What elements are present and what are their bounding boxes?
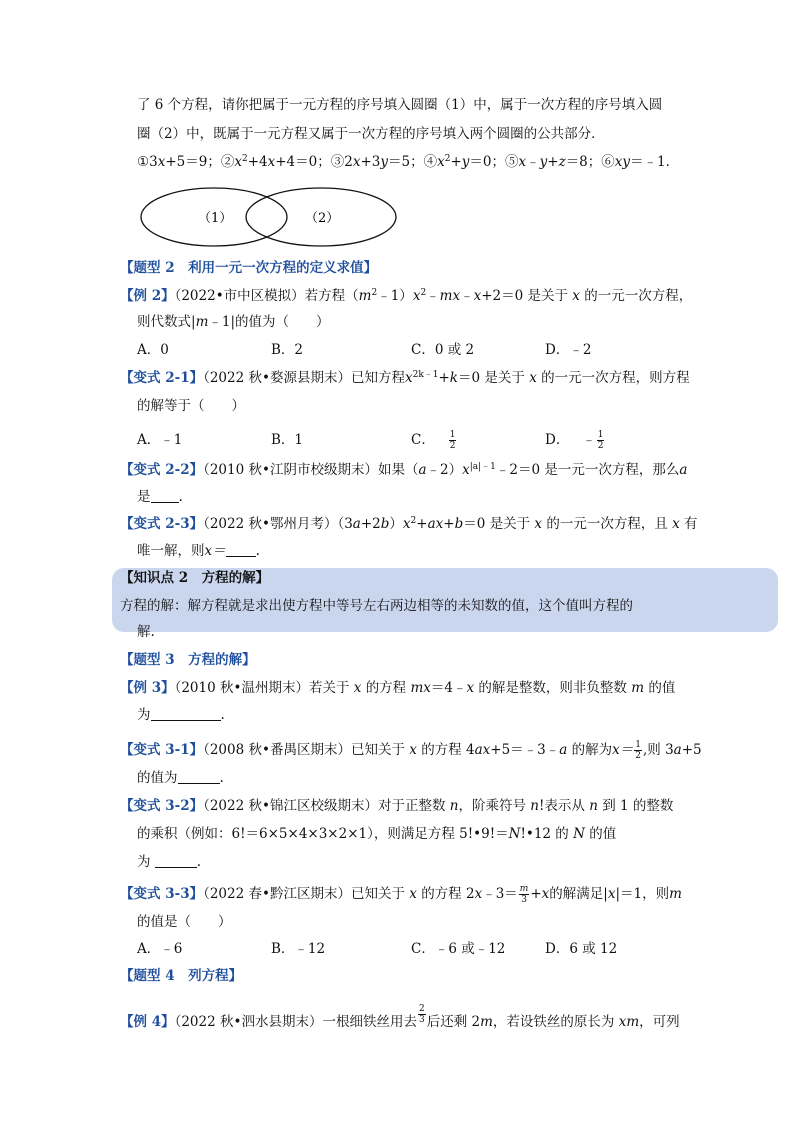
knowledge2-text-1: 方程的解：解方程就是求出使方程中等号左右两边相等的未知数的值，这个值叫方程的 bbox=[120, 598, 633, 614]
option-d: D． ﹣ $\frac{1}{2}$ bbox=[545, 430, 604, 451]
example3-line-1: 【例 3】（2010 秋•温州期末）若关于 x 的方程 mx＝4﹣x 的解是整数，则非负整数 m 的值 bbox=[120, 680, 676, 696]
variant3-2-line-1: 【变式 3-2】（2022 秋•锦江区校级期末）对于正整数 n，阶乘符号 n!表示从 n 到 1 的整数 bbox=[120, 798, 674, 814]
variant3-3-line-1: 【变式 3-3】（2022 春•黔江区期末）已知关于 x 的方程 2x﹣3＝ $\frac{m}{3}$ +x的解满足|x|＝1，则m bbox=[120, 884, 682, 905]
option-c: C． $\frac{1}{2}$ bbox=[411, 430, 456, 451]
intro-line-1: 了 6 个方程，请你把属于一元方程的序号填入圆圈（1）中，属于一次方程的序号填入圆 bbox=[137, 97, 663, 113]
option-b: B．2 bbox=[271, 342, 304, 358]
fraction-two-thirds: $\frac{2}{3}$ bbox=[418, 1004, 425, 1025]
option-d: D．﹣2 bbox=[545, 342, 592, 358]
option-b: B．1 bbox=[271, 432, 304, 448]
example3-line-2: 为 . bbox=[137, 707, 225, 723]
fraction-m-over-3: $\frac{m}{3}$ bbox=[519, 884, 529, 905]
fraction-half: $\frac{1}{2}$ bbox=[597, 430, 604, 451]
venn-label-2: （2） bbox=[305, 211, 340, 226]
option-a: A．0 bbox=[137, 342, 169, 358]
variant2-1-line-2: 的解等于（ ） bbox=[137, 398, 245, 414]
option-b: B．﹣12 bbox=[271, 941, 326, 957]
variant3-2-line-2: 的乘积（例如：6!＝6×5×4×3×2×1），则满足方程 5!•9!＝N!•12 的 N 的值 bbox=[137, 826, 617, 842]
example2-line-1: 【例 2】（2022•市中区模拟）若方程$(m^2﹣1)x^2﹣mx﹣x+2=0$ 是关于 x 的一元一次方程， bbox=[120, 288, 693, 304]
variant3-3-options bbox=[137, 939, 697, 959]
example2-options bbox=[137, 340, 697, 360]
answer-blank[interactable] bbox=[151, 488, 179, 503]
answer-blank[interactable] bbox=[178, 769, 220, 784]
variant3-1-line-1: 【变式 3-1】（2008 秋•番禺区期末）已知关于 x 的方程 4ax+5＝﹣3﹣a 的解为x＝ $\frac{1}{2}$ ,则 3a+5 bbox=[120, 740, 702, 761]
variant2-2-line-1: 【变式 2-2】（2010 秋•江阴市校级期末）如果$(a﹣2)x^{|a|﹣1}﹣2=0$ 是一元一次方程，那么a bbox=[120, 462, 688, 478]
answer-blank[interactable] bbox=[151, 706, 221, 721]
type2-heading: 【题型 2 利用一元一次方程的定义求值】 bbox=[120, 260, 378, 276]
venn-label-1: （1） bbox=[198, 211, 233, 226]
variant2-2-line-2: 是 . bbox=[137, 489, 183, 505]
variant2-1-line-1: 【变式 2-1】（2022 秋•婺源县期末）已知方程$x^{2k﹣1}+k=0$ 是关于 x 的一元一次方程，则方程 bbox=[120, 370, 690, 386]
intro-line-2: 圈（2）中，既属于一元方程又属于一次方程的序号填入两个圆圈的公共部分． bbox=[137, 126, 605, 142]
option-d: D．6 或 12 bbox=[545, 941, 618, 957]
answer-blank[interactable] bbox=[226, 542, 256, 557]
example2-line-2: 则代数式|m﹣1|的值为（ ） bbox=[137, 314, 330, 330]
knowledge2-text-2: 解. bbox=[137, 624, 155, 640]
variant2-3-line-2: 唯一解，则x＝ . bbox=[137, 543, 260, 559]
equation-list: ①3x+5＝9；$②x^2+4x+4=0$；③2x+3y＝5；$④x^2+y=0$；⑤x﹣y+z＝8；⑥xy＝﹣1． bbox=[137, 154, 680, 170]
option-c: C．﹣6 或﹣12 bbox=[411, 941, 506, 957]
fraction-half: $\frac{1}{2}$ bbox=[449, 430, 456, 451]
answer-blank[interactable] bbox=[155, 853, 197, 868]
fraction-half: $\frac{1}{2}$ bbox=[635, 740, 641, 761]
variant3-2-line-3: 为 . bbox=[137, 854, 202, 870]
example4-line-1: 【例 4】（2022 秋•泗水县期末）一根细铁丝用去 $\frac{2}{3}$ 后还剩 2m，若设铁丝的原长为 xm，可列 bbox=[120, 1004, 680, 1030]
variant2-3-line-1: 【变式 2-3】（2022 秋•鄂州月考）$(3a+2b)x^2+ax+b=0$ 是关于 x 的一元一次方程，且 x 有 bbox=[120, 516, 698, 532]
option-a: A．﹣6 bbox=[137, 941, 183, 957]
type4-heading: 【题型 4 列方程】 bbox=[120, 968, 243, 984]
venn-diagram bbox=[138, 185, 398, 250]
variant3-3-line-2: 的值是（ ） bbox=[137, 914, 232, 930]
variant3-1-line-2: 的值为 . bbox=[137, 770, 224, 786]
type3-heading: 【题型 3 方程的解】 bbox=[120, 652, 256, 668]
option-c: C．0 或 2 bbox=[411, 342, 475, 358]
knowledge2-heading: 【知识点 2 方程的解】 bbox=[120, 570, 270, 586]
variant2-1-options bbox=[137, 430, 697, 450]
option-a: A．﹣1 bbox=[137, 432, 183, 448]
